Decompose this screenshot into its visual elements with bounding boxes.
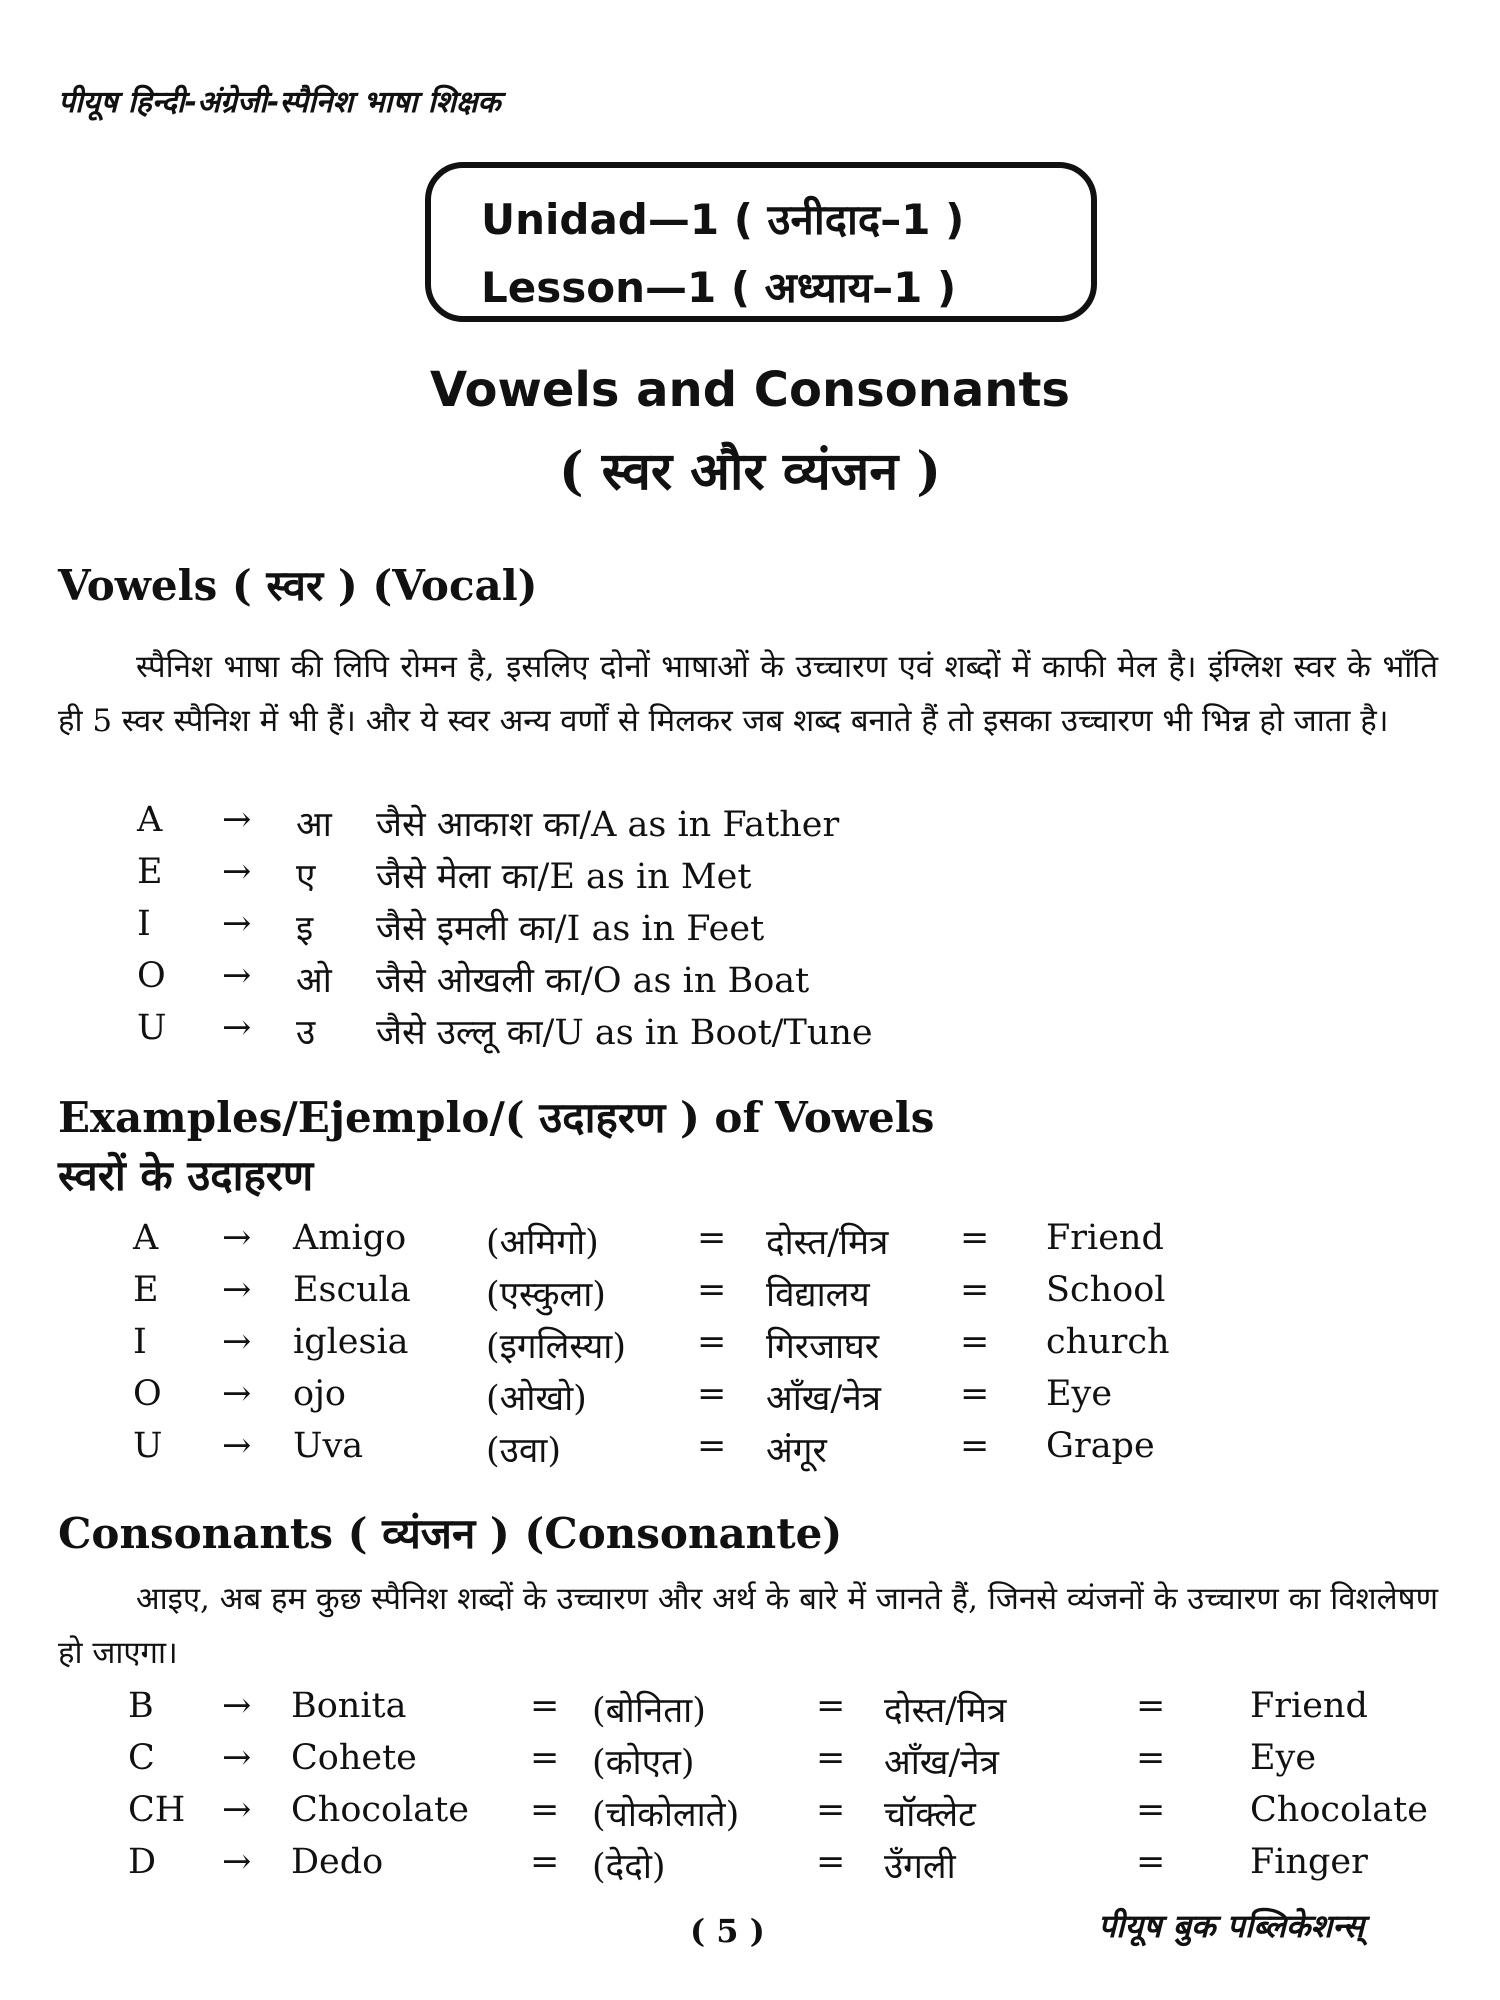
equals-sign: = bbox=[697, 1218, 727, 1258]
examples-heading: Examples/Ejemplo/( उदाहरण ) of Vowels bbox=[58, 1093, 935, 1142]
consonant-row bbox=[0, 1790, 1500, 1842]
consonant-pronunciation: (बोनिता) bbox=[592, 1691, 706, 1731]
consonant-english: Finger bbox=[1250, 1842, 1368, 1882]
lesson-title: Lesson—1 ( अध्याय–1 ) bbox=[481, 263, 957, 312]
example-hindi: अंगूर bbox=[766, 1431, 827, 1471]
consonant-spanish: Cohete bbox=[291, 1738, 417, 1778]
arrow: → bbox=[222, 1374, 252, 1414]
consonants-heading: Consonants ( व्यंजन ) (Consonante) bbox=[58, 1509, 843, 1558]
example-row bbox=[0, 1322, 1500, 1374]
vowel-letter: A bbox=[137, 800, 163, 840]
example-english: Eye bbox=[1046, 1374, 1113, 1414]
equals-sign: = bbox=[1136, 1842, 1166, 1882]
example-pronunciation: (इगलिस्या) bbox=[486, 1327, 626, 1367]
consonant-english: Friend bbox=[1250, 1686, 1368, 1726]
arrow: → bbox=[222, 1322, 252, 1362]
arrow: → bbox=[222, 1008, 252, 1048]
vowel-desc: जैसे ओखली का/O as in Boat bbox=[376, 961, 810, 1001]
example-spanish: ojo bbox=[293, 1374, 346, 1414]
consonant-letter: D bbox=[128, 1842, 157, 1882]
equals-sign: = bbox=[530, 1790, 560, 1830]
example-pronunciation: (एस्कुला) bbox=[486, 1275, 606, 1315]
page-subtitle: ( स्वर और व्यंजन ) bbox=[559, 441, 941, 502]
equals-sign: = bbox=[697, 1270, 727, 1310]
equals-sign: = bbox=[697, 1374, 727, 1414]
example-spanish: Uva bbox=[293, 1426, 364, 1466]
vowel-letter: I bbox=[137, 904, 151, 944]
equals-sign: = bbox=[816, 1738, 846, 1778]
vowel-item bbox=[0, 1008, 1500, 1060]
arrow: → bbox=[222, 852, 252, 892]
vowels-intro: स्पैनिश भाषा की लिपि रोमन है, इसलिए दोनों भाषाओं के उच्चारण एवं शब्दों में काफी मेल है। इंग्लिश स्वर के भाँति ही 5 स्वर स्पैनिश में भी हैं। और ये स्वर अन्य वर्णों से मिलकर जब शब्द बनाते हैं तो इसका उच्चारण भी भिन्न हो जाता है। bbox=[58, 649, 1438, 739]
example-row bbox=[0, 1270, 1500, 1322]
consonant-spanish: Chocolate bbox=[291, 1790, 469, 1830]
arrow: → bbox=[222, 1738, 252, 1778]
equals-sign: = bbox=[1136, 1738, 1166, 1778]
example-letter: I bbox=[133, 1322, 147, 1362]
equals-sign: = bbox=[960, 1426, 990, 1466]
example-row bbox=[0, 1374, 1500, 1426]
vowel-desc: जैसे इमली का/I as in Feet bbox=[376, 909, 765, 949]
equals-sign: = bbox=[1136, 1686, 1166, 1726]
example-letter: E bbox=[133, 1270, 159, 1310]
consonant-hindi: दोस्त/मित्र bbox=[884, 1691, 1007, 1731]
equals-sign: = bbox=[697, 1322, 727, 1362]
example-hindi: विद्यालय bbox=[766, 1275, 870, 1315]
example-letter: O bbox=[133, 1374, 162, 1414]
consonant-letter: C bbox=[128, 1738, 155, 1778]
consonant-pronunciation: (देदो) bbox=[592, 1847, 666, 1887]
page-title: Vowels and Consonants bbox=[430, 362, 1070, 418]
vowel-letter: U bbox=[137, 1008, 167, 1048]
vowels-heading: Vowels ( स्वर ) (Vocal) bbox=[58, 561, 538, 610]
arrow: → bbox=[222, 904, 252, 944]
vowel-desc: जैसे मेला का/E as in Met bbox=[376, 857, 752, 897]
consonant-hindi: आँख/नेत्र bbox=[884, 1743, 999, 1783]
example-hindi: आँख/नेत्र bbox=[766, 1379, 881, 1419]
consonant-letter: B bbox=[128, 1686, 154, 1726]
example-english: School bbox=[1046, 1270, 1166, 1310]
vowel-hindi: इ bbox=[296, 909, 314, 949]
example-letter: A bbox=[133, 1218, 159, 1258]
vowel-hindi: आ bbox=[296, 805, 332, 845]
arrow: → bbox=[222, 1270, 252, 1310]
consonant-pronunciation: (कोएत) bbox=[592, 1743, 695, 1783]
example-spanish: Escula bbox=[293, 1270, 411, 1310]
equals-sign: = bbox=[530, 1686, 560, 1726]
consonant-row bbox=[0, 1686, 1500, 1738]
example-letter: U bbox=[133, 1426, 163, 1466]
equals-sign: = bbox=[960, 1374, 990, 1414]
vowel-desc: जैसे उल्लू का/U as in Boot/Tune bbox=[376, 1013, 873, 1053]
consonant-english: Eye bbox=[1250, 1738, 1317, 1778]
vowel-hindi: ओ bbox=[296, 961, 332, 1001]
vowel-desc: जैसे आकाश का/A as in Father bbox=[376, 805, 840, 845]
consonant-letter: CH bbox=[128, 1790, 186, 1830]
example-row bbox=[0, 1218, 1500, 1270]
page-number: ( 5 ) bbox=[690, 1912, 765, 1950]
equals-sign: = bbox=[960, 1270, 990, 1310]
running-header: पीयूष हिन्दी-अंग्रेजी-स्पैनिश भाषा शिक्षक bbox=[58, 85, 501, 120]
consonant-row bbox=[0, 1738, 1500, 1790]
examples-subheading: स्वरों के उदाहरण bbox=[58, 1151, 314, 1200]
example-english: Grape bbox=[1046, 1426, 1155, 1466]
example-pronunciation: (उवा) bbox=[486, 1431, 562, 1471]
consonant-row bbox=[0, 1842, 1500, 1894]
equals-sign: = bbox=[530, 1738, 560, 1778]
arrow: → bbox=[222, 800, 252, 840]
example-english: church bbox=[1046, 1322, 1170, 1362]
example-pronunciation: (अमिगो) bbox=[486, 1223, 599, 1263]
vowel-hindi: उ bbox=[296, 1013, 316, 1053]
vowel-item bbox=[0, 956, 1500, 1008]
vowel-letter: O bbox=[137, 956, 166, 996]
vowel-item bbox=[0, 852, 1500, 904]
equals-sign: = bbox=[816, 1842, 846, 1882]
example-spanish: Amigo bbox=[293, 1218, 407, 1258]
vowel-letter: E bbox=[137, 852, 163, 892]
arrow: → bbox=[222, 1218, 252, 1258]
consonant-spanish: Dedo bbox=[291, 1842, 384, 1882]
vowel-item bbox=[0, 800, 1500, 852]
consonant-pronunciation: (चोकोलाते) bbox=[592, 1795, 740, 1835]
arrow: → bbox=[222, 956, 252, 996]
vowel-hindi: ए bbox=[296, 857, 316, 897]
consonants-intro: आइए, अब हम कुछ स्पैनिश शब्दों के उच्चारण और अर्थ के बारे में जानते हैं, जिनसे व्यंजनों के उच्चारण का विशलेषण हो जाएगा। bbox=[58, 1581, 1438, 1671]
example-row bbox=[0, 1426, 1500, 1478]
consonant-hindi: उँगली bbox=[884, 1847, 956, 1887]
example-pronunciation: (ओखो) bbox=[486, 1379, 587, 1419]
example-hindi: दोस्त/मित्र bbox=[766, 1223, 889, 1263]
equals-sign: = bbox=[816, 1686, 846, 1726]
arrow: → bbox=[222, 1426, 252, 1466]
example-english: Friend bbox=[1046, 1218, 1164, 1258]
equals-sign: = bbox=[816, 1790, 846, 1830]
consonant-spanish: Bonita bbox=[291, 1686, 407, 1726]
vowel-item bbox=[0, 904, 1500, 956]
arrow: → bbox=[222, 1686, 252, 1726]
consonant-english: Chocolate bbox=[1250, 1790, 1428, 1830]
arrow: → bbox=[222, 1790, 252, 1830]
unit-title: Unidad—1 ( उनीदाद–1 ) bbox=[481, 195, 965, 244]
example-hindi: गिरजाघर bbox=[766, 1327, 880, 1367]
consonant-hindi: चॉक्लेट bbox=[884, 1795, 976, 1835]
equals-sign: = bbox=[530, 1842, 560, 1882]
equals-sign: = bbox=[1136, 1790, 1166, 1830]
equals-sign: = bbox=[697, 1426, 727, 1466]
arrow: → bbox=[222, 1842, 252, 1882]
example-spanish: iglesia bbox=[293, 1322, 409, 1362]
unit-lesson-box bbox=[425, 162, 1097, 322]
publisher-name: पीयूष बुक पब्लिकेशन्स् bbox=[1098, 1907, 1365, 1945]
equals-sign: = bbox=[960, 1322, 990, 1362]
equals-sign: = bbox=[960, 1218, 990, 1258]
